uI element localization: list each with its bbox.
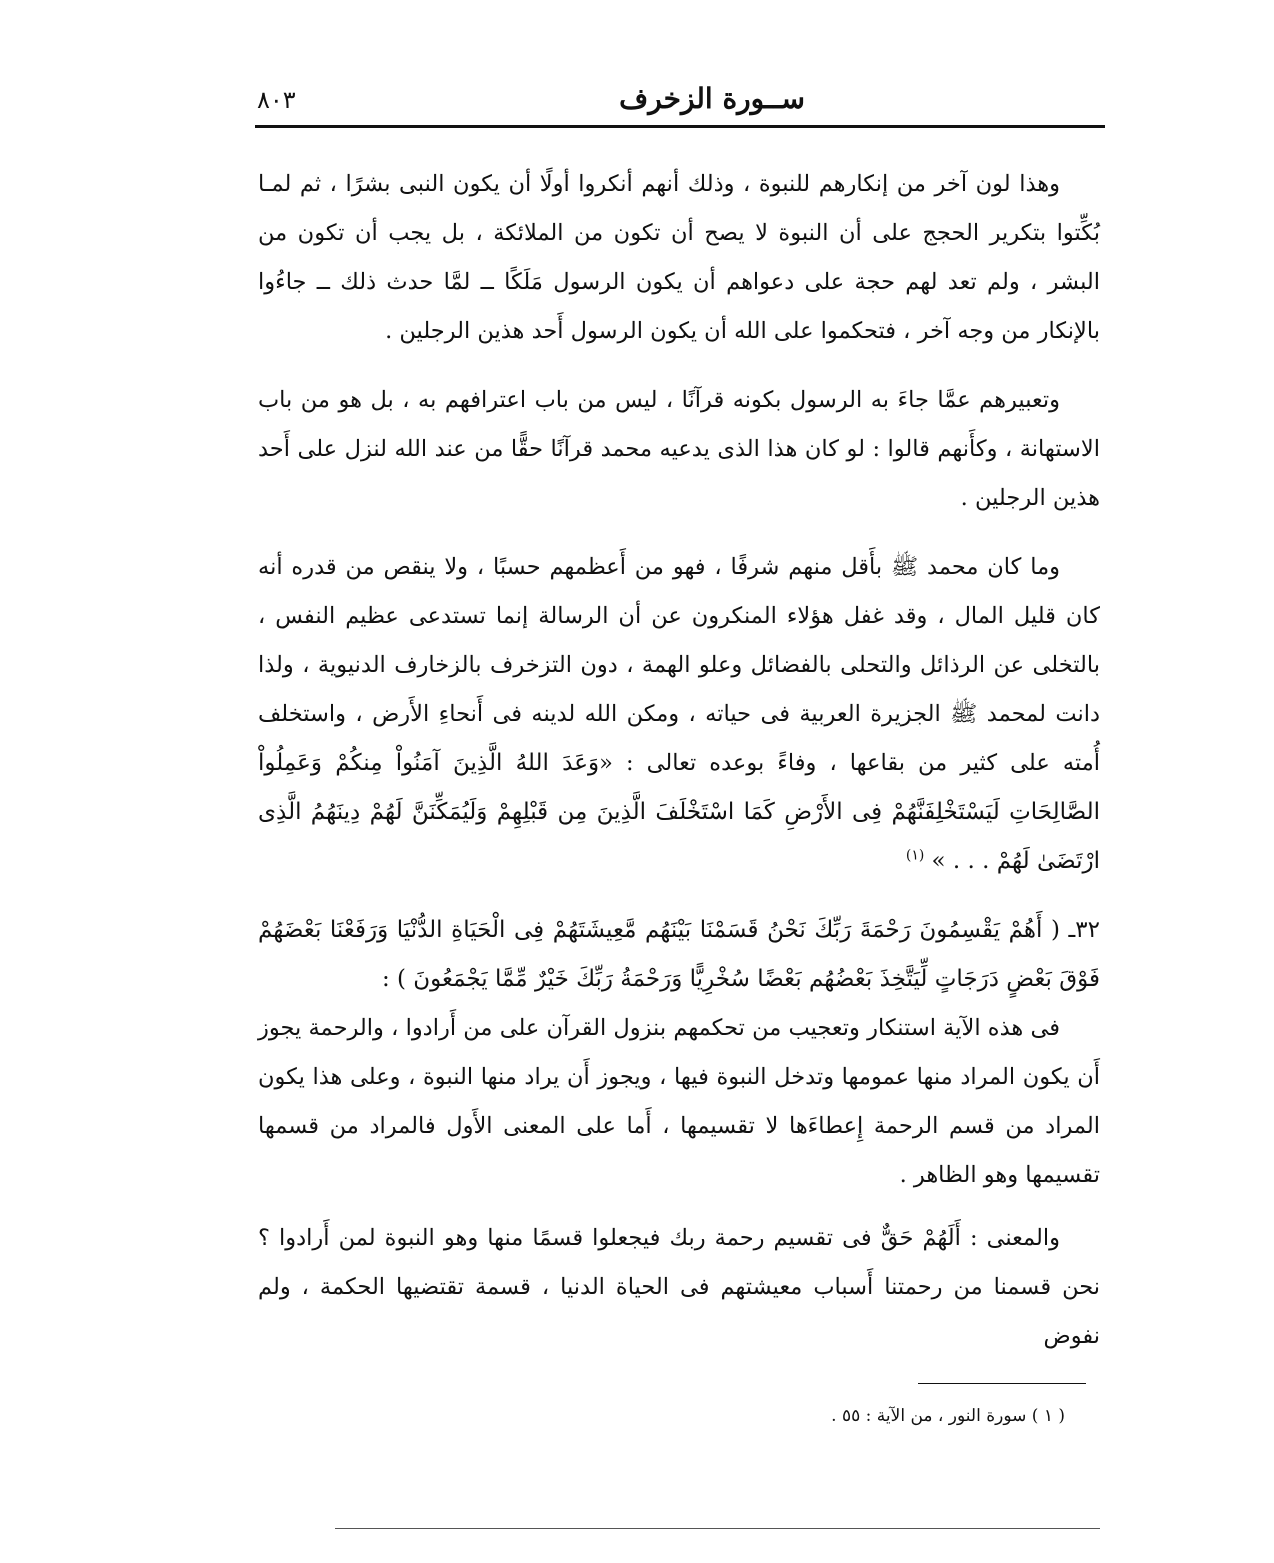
footnote: ( ١ ) سورة النور ، من الآية : ٥٥ . <box>831 1406 1065 1426</box>
header-rule <box>255 125 1105 128</box>
footnote-rule <box>918 1383 1086 1384</box>
bottom-rule <box>335 1528 1100 1529</box>
paragraph-2: وتعبيرهم عمَّا جاءَ به الرسول بكونه قرآنًا ، ليس من باب اعترافهم به ، بل هو من باب الاستهانة ، وكأَنهم قالوا : لو كان هذا الذى يدعيه محمد قرآنًا حقًّا من عند الله لنزل على أَحد هذين الرجلين . <box>258 387 1100 511</box>
footnote-reference: (١) <box>905 847 925 864</box>
paragraph-3-text: وما كان محمد ﷺ بأَقل منهم شرفًا ، فهو من أَعظمهم حسبًا ، ولا ينقص من قدره أنه كان قليل المال ، وقد غفل هؤلاء المنكرون عن أن الرسالة إنما تستدعى عظيم النفس ، بالتخلى عن الرذائل والتحلى بالفضائل وعلو الهمة ، دون التزخرف بالزخارف الدنيوية ، ولذا دانت لمحمد ﷺ الجزيرة العربية فى حياته ، ومكن الله لدينه فى أَنحاءِ الأَرض ، واستخلف أُمته على كثير من بقاعها ، وفاءً بوعده تعالى : « <box>258 554 1100 776</box>
body-text <box>258 160 1100 1361</box>
verse-32: ٣٢ـ ( أَهُمْ يَقْسِمُونَ رَحْمَةَ رَبِّكَ نَحْنُ قَسَمْنَا بَيْنَهُم مَّعِيشَتَهُمْ فِى الْحَيَاةِ الدُّنْيَا وَرَفَعْنَا بَعْضَهُمْ فَوْقَ بَعْضٍ دَرَجَاتٍ لِّيَتَّخِذَ بَعْضُهُم بَعْضًا سُخْرِيًّا وَرَحْمَةُ رَبِّكَ خَيْرٌ مِّمَّا يَجْمَعُونَ ) : <box>258 917 1100 992</box>
surah-title: ســورة الزخرف <box>619 82 805 115</box>
paragraph-3 <box>258 543 1100 886</box>
paragraph-1: وهذا لون آخر من إنكارهم للنبوة ، وذلك أنهم أنكروا أولًا أن يكون النبى بشرًا ، ثم لمـا بُكِّتوا بتكرير الحجج على أن النبوة لا يصح أن تكون من الملائكة ، بل يجب أن تكون من البشر ، ولم تعد لهم حجة على دعواهم أن يكون الرسول مَلَكًا ــ لمَّا حدث ذلك ــ جاءُوا بالإنكار من وجه آخر ، فتحكموا على الله أن يكون الرسول أَحد هذين الرجلين . <box>258 171 1100 344</box>
page-header <box>255 82 1105 122</box>
page-number: ٨٠٣ <box>257 86 296 114</box>
paragraph-4: فى هذه الآية استنكار وتعجيب من تحكمهم بنزول القرآن على من أَرادوا ، والرحمة يجوز أَن يكون المراد منها عمومها وتدخل النبوة فيها ، ويجوز أَن يراد منها النبوة ، وعلى هذا يكون المراد من قسم الرحمة إِعطاءَها لا تقسيمها ، أَما على المعنى الأَول فالمراد من قسمها تقسيمها وهو الظاهر . <box>258 1015 1100 1188</box>
quran-quote: وَعَدَ اللهُ الَّذِينَ آمَنُواْ مِنكُمْ وَعَمِلُواْ الصَّالِحَاتِ لَيَسْتَخْلِفَنَّهُمْ فِى الأَرْضِ كَمَا اسْتَخْلَفَ الَّذِينَ مِن قَبْلِهِمْ وَلَيُمَكِّنَنَّ لَهُمْ دِينَهُمُ الَّذِى ارْتَضَىٰ لَهُمْ . . . » <box>258 750 1100 874</box>
paragraph-5: والمعنى : أَلَهُمْ حَقٌّ فى تقسيم رحمة ربك فيجعلوا قسمًا منها وهو النبوة لمن أَرادوا ؟ نحن قسمنا من رحمتنا أَسباب معيشتهم فى الحياة الدنيا ، قسمة تقتضيها الحكمة ، ولم نفوض <box>258 1225 1100 1349</box>
